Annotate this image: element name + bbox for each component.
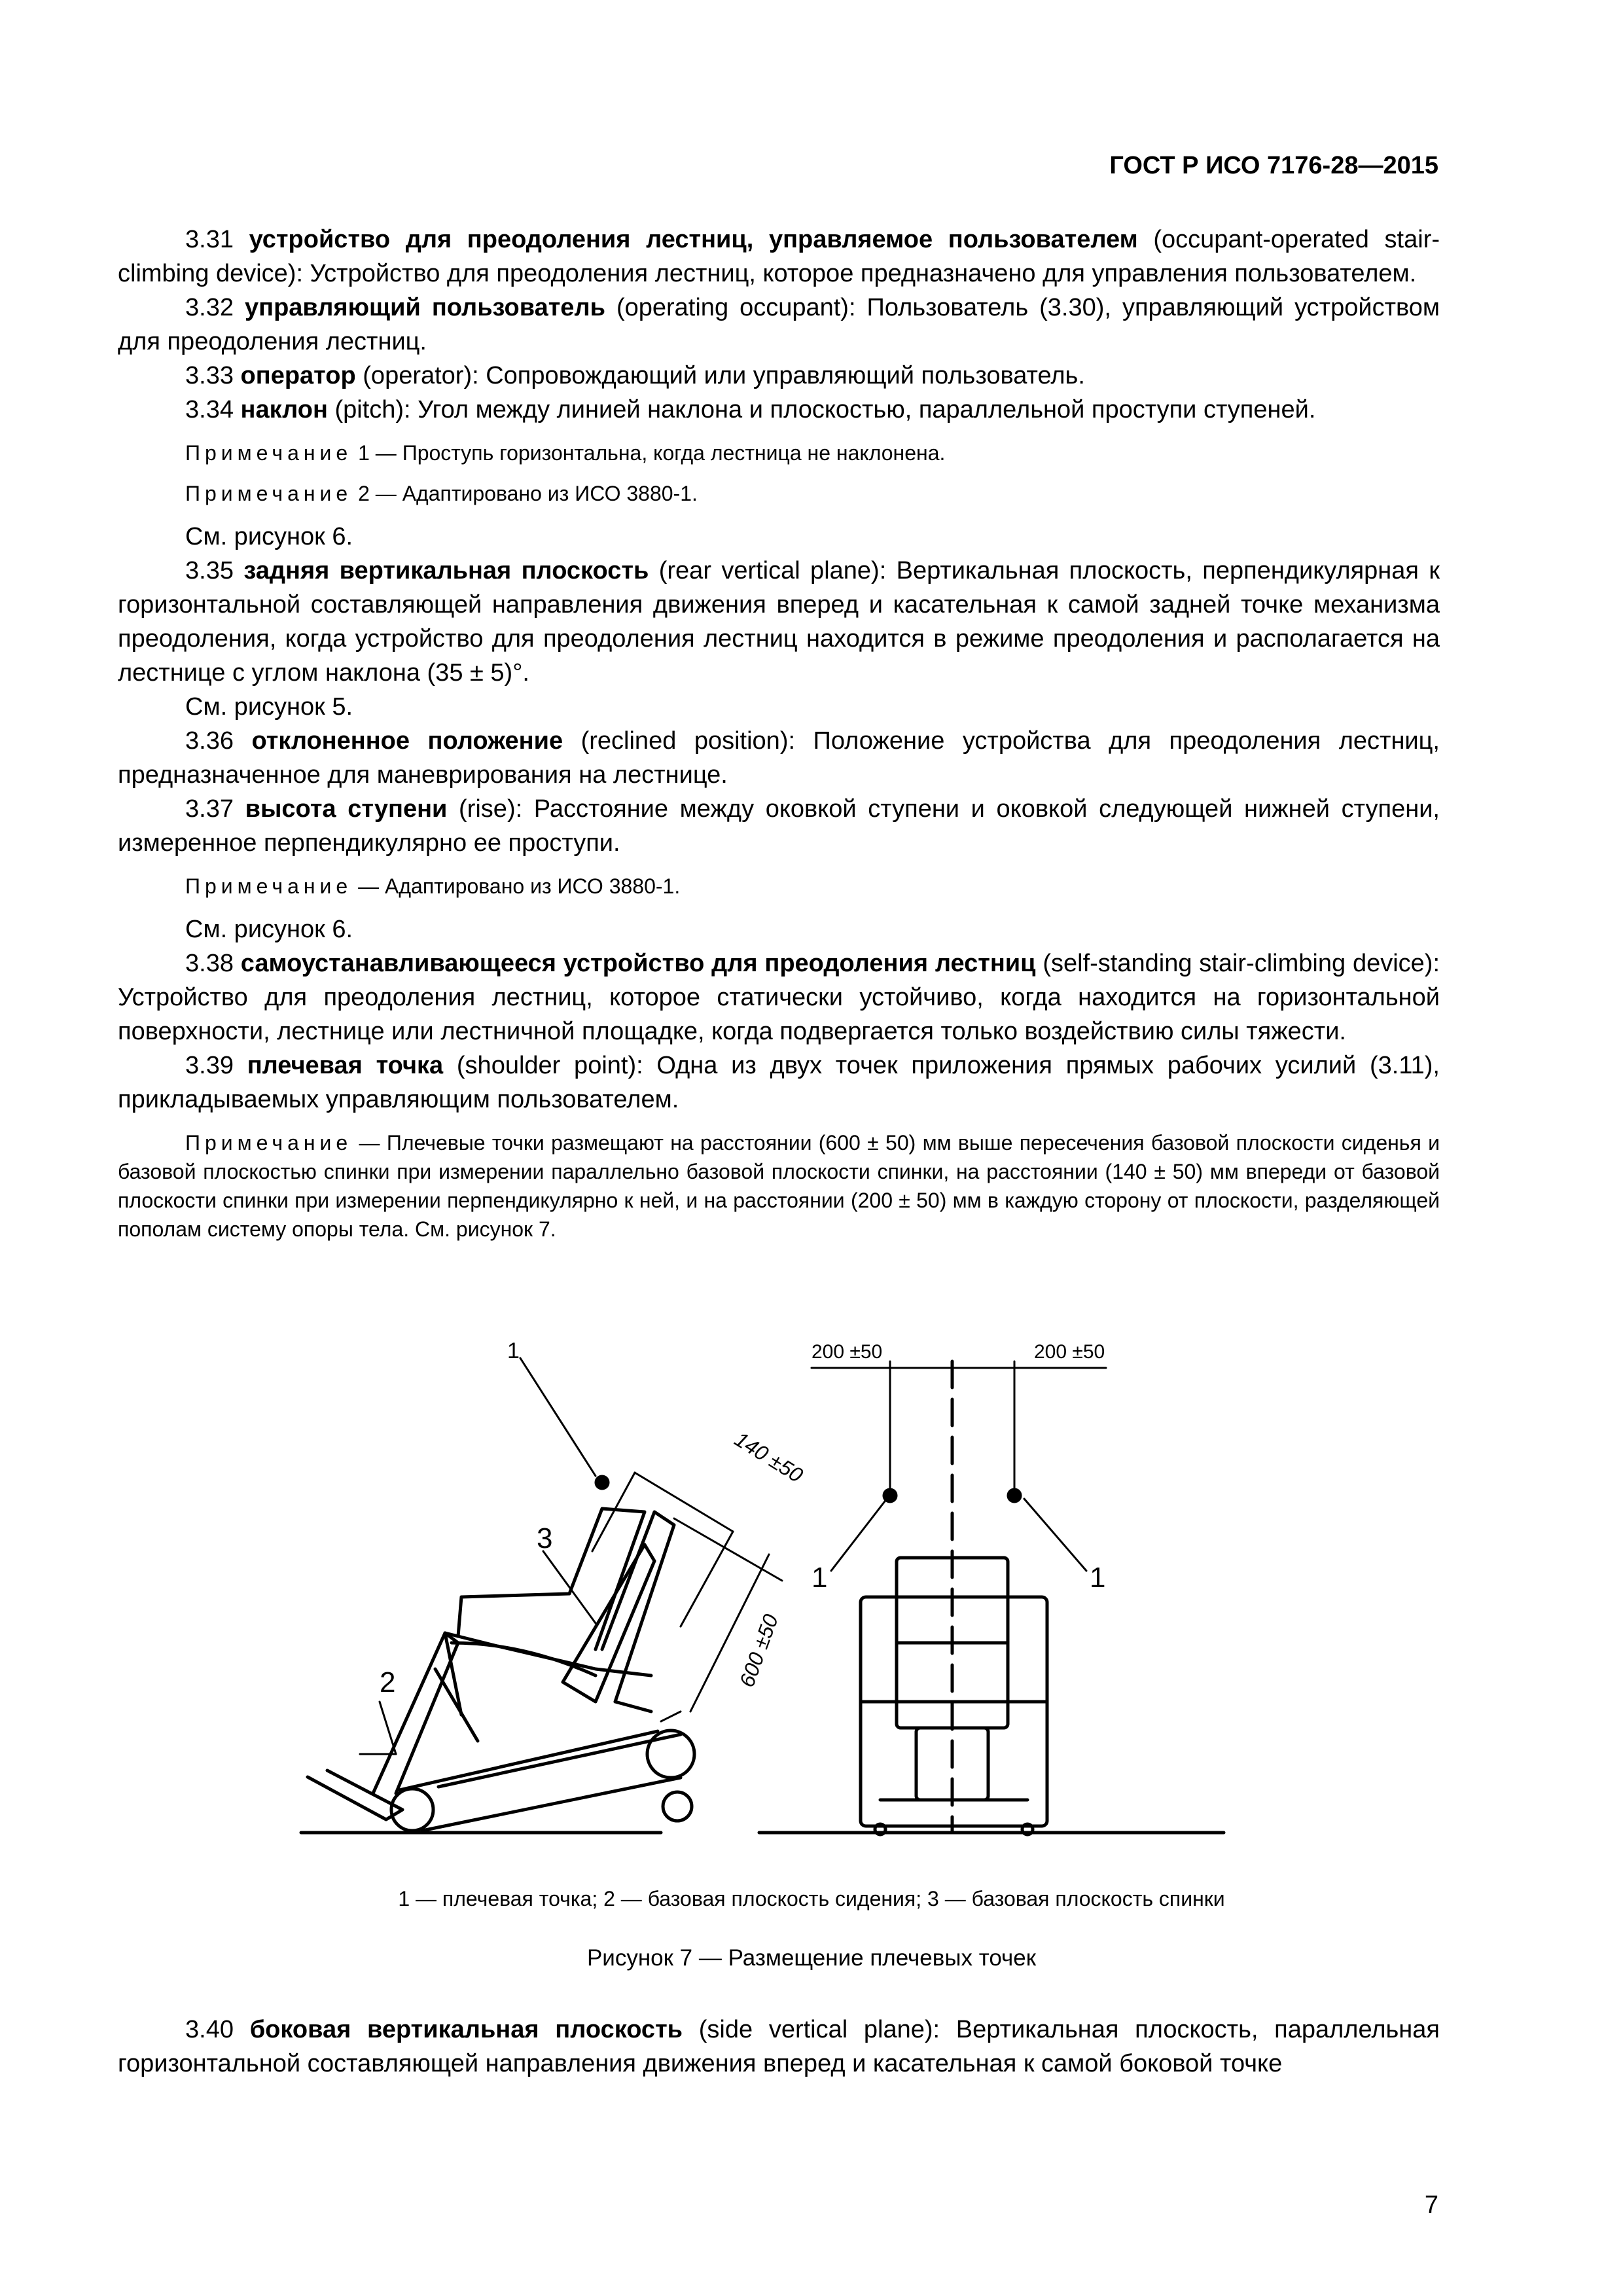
entry-text: (occupant-operated stair-climbing device): Устройство для преодоления лестниц, которое предназначено для управления пользователем. xyxy=(118,226,1440,287)
document-header: ГОСТ Р ИСО 7176-28—2015 xyxy=(1109,152,1438,179)
entry-3-39 xyxy=(118,1049,1440,1117)
entry-number: 3.38 xyxy=(185,950,234,977)
entry-text: (side vertical plane): Вертикальная плоскость, параллельная горизонтальной составляющей направления движения вперед и касательная к самой боковой точке xyxy=(118,2016,1440,2077)
note-label: Примечание xyxy=(185,441,353,465)
entry-text: (pitch): Угол между линией наклона и плоскостью, параллельной проступи ступеней. xyxy=(327,396,1316,423)
note-label: Примечание xyxy=(185,1131,353,1155)
entry-term: плечевая точка xyxy=(247,1052,444,1079)
dimension-200-right: 200 ±50 xyxy=(1034,1341,1105,1363)
entry-text: (operating occupant): Пользователь (3.30), управляющий устройством для преодоления лестниц. xyxy=(118,294,1440,355)
label-1-front-right: 1 xyxy=(1090,1562,1106,1594)
note-3-34-2 xyxy=(118,479,1440,508)
note-label: Примечание xyxy=(185,874,353,898)
side-view-dimensions xyxy=(360,1358,782,1754)
track-wheel xyxy=(391,1789,433,1831)
entry-term: самоустанавливающееся устройство для преодоления лестниц xyxy=(240,950,1036,977)
entry-number: 3.32 xyxy=(185,294,234,321)
entry-3-33 xyxy=(118,359,1440,393)
note-label: Примечание xyxy=(185,482,353,505)
entry-text: (rise): Расстояние между оковкой ступени и оковкой следующей нижней ступени, измеренное перпендикулярно ее проступи. xyxy=(118,795,1440,857)
note-text: 1 — Проступь горизонтальна, когда лестница не наклонена. xyxy=(352,441,946,465)
label-1-left: 1 xyxy=(507,1338,520,1363)
side-view-chair xyxy=(308,1509,694,1831)
note-3-39 xyxy=(118,1128,1440,1244)
figure-7-drawing xyxy=(288,1335,1243,1846)
entry-3-31 xyxy=(118,223,1440,291)
see-figure-5: См. рисунок 5. xyxy=(185,693,353,721)
entry-3-34 xyxy=(118,393,1440,427)
entry-text: (reclined position): Положение устройства для преодоления лестниц, предназначенное для маневрирования на лестнице. xyxy=(118,727,1440,789)
entry-3-32 xyxy=(118,291,1440,359)
entry-number: 3.35 xyxy=(185,557,234,584)
entry-term: боковая вертикальная плоскость xyxy=(249,2016,683,2043)
entry-term: оператор xyxy=(240,362,356,389)
entry-term: управляющий пользователь xyxy=(244,294,605,321)
page-content-tail xyxy=(118,2013,1440,2081)
entry-text: (operator): Сопровождающий или управляющий пользователь. xyxy=(355,362,1085,389)
entry-3-35 xyxy=(118,554,1440,690)
see-figure-6: См. рисунок 6. xyxy=(185,523,353,550)
label-2: 2 xyxy=(380,1666,396,1698)
front-view-dimensions xyxy=(812,1361,1106,1571)
entry-term: задняя вертикальная плоскость xyxy=(243,557,649,584)
entry-number: 3.33 xyxy=(185,362,234,389)
note-3-34-1 xyxy=(118,439,1440,467)
track-wheel xyxy=(663,1792,692,1821)
entry-number: 3.39 xyxy=(185,1052,234,1079)
entry-3-40 xyxy=(118,2013,1440,2081)
label-1-front-left: 1 xyxy=(812,1562,828,1594)
entry-term: наклон xyxy=(240,396,328,423)
entry-3-37 xyxy=(118,792,1440,860)
entry-text: (shoulder point): Одна из двух точек приложения прямых рабочих усилий (3.11), прикладываемых управляющим пользователем. xyxy=(118,1052,1440,1113)
page-number: 7 xyxy=(1424,2191,1438,2219)
figure-legend: 1 — плечевая точка; 2 — базовая плоскость сидения; 3 — базовая плоскость спинки xyxy=(398,1887,1225,1910)
entry-term: высота ступени xyxy=(245,795,448,823)
front-view-chair xyxy=(861,1361,1047,1835)
dimension-200-left: 200 ±50 xyxy=(812,1341,883,1363)
figure-title: Рисунок 7 — Размещение плечевых точек xyxy=(586,1945,1037,1971)
entry-3-38 xyxy=(118,946,1440,1049)
see-figure-6-second: См. рисунок 6. xyxy=(185,916,353,943)
dimension-140: 140 ±50 xyxy=(730,1427,808,1488)
note-text: — Адаптировано из ИСО 3880-1. xyxy=(352,874,681,898)
page-content xyxy=(118,223,1440,1255)
entry-term: устройство для преодоления лестниц, управляемое пользователем xyxy=(249,226,1138,253)
entry-term: отклоненное положение xyxy=(251,727,563,755)
entry-text: (rear vertical plane): Вертикальная плоскость, перпендикулярная к горизонтальной составляющей направления движения вперед и касательная к самой задней точке механизма преодоления, когда устройство для преодоления лестниц находится в режиме преодоления и располагается на лестнице с углом наклона (35 ± 5)°. xyxy=(118,557,1440,687)
entry-number: 3.40 xyxy=(185,2016,234,2043)
entry-number: 3.36 xyxy=(185,727,234,755)
entry-3-36 xyxy=(118,724,1440,792)
entry-number: 3.37 xyxy=(185,795,234,823)
label-3: 3 xyxy=(537,1522,553,1554)
dimension-600: 600 ±50 xyxy=(734,1611,783,1691)
note-text: 2 — Адаптировано из ИСО 3880-1. xyxy=(352,482,698,505)
note-text: — Плечевые точки размещают на расстоянии (600 ± 50) мм выше пересечения базовой плоскости сиденья и базовой плоскостью спинки при измерении параллельно базовой плоскости спинки, на расстоянии (140 ± 50) мм впереди от базовой плоскости спинки при измерении перпендикулярно к ней, и на расстоянии (200 ± 50) мм в каждую сторону от плоскости, разделяющей пополам систему опоры тела. См. рисунок 7. xyxy=(118,1131,1440,1241)
entry-text: (self-standing stair-climbing device): Устройство для преодоления лестниц, которое статически устойчиво, когда находится на горизонтальной поверхности, лестнице или лестничной площадке, когда подвергается только воздействию силы тяжести. xyxy=(118,950,1440,1045)
note-3-37 xyxy=(118,872,1440,901)
entry-number: 3.31 xyxy=(185,226,234,253)
entry-number: 3.34 xyxy=(185,396,234,423)
